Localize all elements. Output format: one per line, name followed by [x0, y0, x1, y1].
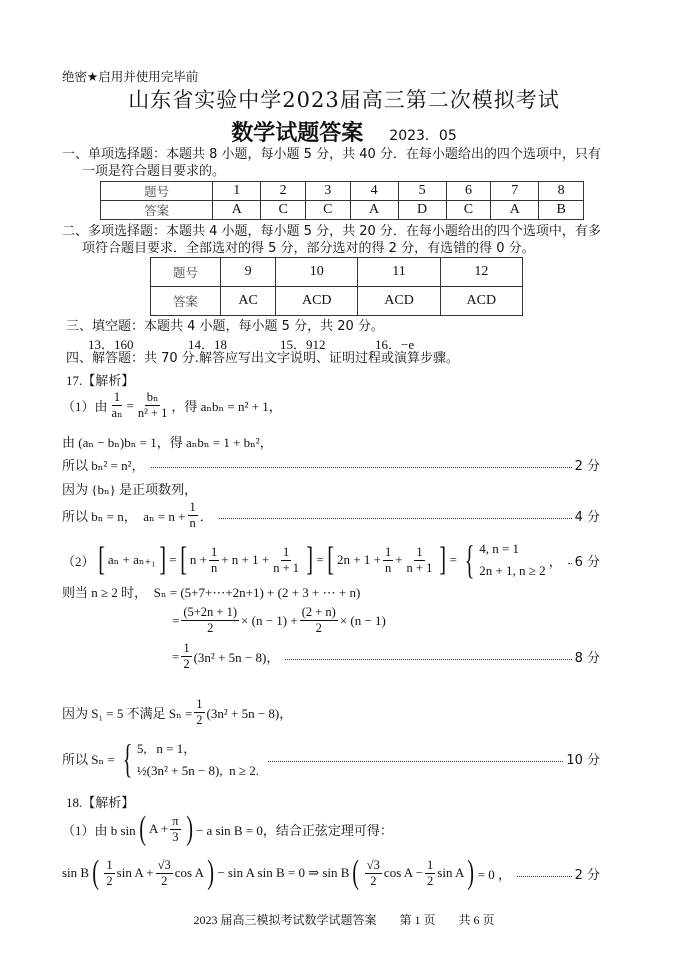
math-text: + — [395, 552, 403, 567]
math-text: ． — [199, 509, 213, 524]
section1-instructions — [62, 146, 642, 180]
math-text: = 0 ， — [477, 866, 512, 882]
answer-cell: C — [261, 201, 306, 220]
fraction — [271, 545, 301, 576]
answer-cell: A — [491, 201, 539, 220]
denominator: 2 — [370, 873, 377, 888]
solution-line — [62, 582, 600, 601]
denominator: n² + 1 — [137, 406, 168, 420]
math-text: (3n² + 5n − 8)， — [193, 650, 280, 665]
math-text: 所以 Sₙ = — [62, 752, 115, 767]
solution-line — [62, 735, 600, 781]
math-text: − a sin B = 0，结合正弦定理可得： — [195, 822, 393, 838]
fraction — [156, 858, 173, 889]
answer-cell: B — [539, 201, 584, 220]
numerator: √3 — [157, 857, 171, 872]
answer-cell: ACD — [276, 287, 358, 316]
math-text: + n + 1 + — [221, 552, 270, 567]
fraction — [425, 858, 435, 889]
numerator: 1 — [189, 500, 196, 514]
bracket: ] — [306, 541, 314, 578]
fraction — [170, 814, 180, 845]
fill-answer-13: 13．160 — [88, 337, 134, 352]
numerator: √3 — [366, 857, 380, 872]
numerator: (5+2n + 1) — [183, 605, 238, 619]
score-label: 2 分 — [574, 867, 600, 883]
row-label: 答案 — [151, 287, 221, 316]
case-row: 5, n = 1， — [136, 741, 197, 756]
numerator: 1 — [196, 697, 203, 711]
math-text: （1）由 — [62, 399, 108, 414]
bracket: ) — [207, 854, 215, 891]
question-number-cell: 11 — [358, 258, 440, 287]
question-number-cell: 6 — [446, 182, 491, 201]
math-text: 所以 bₙ² = n²， — [62, 458, 145, 473]
math-text: = — [169, 552, 177, 567]
piecewise-cases — [460, 537, 546, 582]
math-text: ，得 aₙbₙ = n² + 1， — [171, 399, 282, 414]
solution-line — [172, 641, 600, 672]
math-text: = — [172, 612, 180, 628]
numerator: π — [172, 813, 179, 828]
bracket: [ — [179, 541, 187, 578]
fraction — [365, 858, 382, 889]
math-text: ， — [548, 553, 562, 569]
answer-cell: C — [446, 201, 491, 220]
row-label: 题号 — [151, 258, 221, 287]
denominator: 2 — [196, 713, 203, 727]
solution-line — [62, 537, 600, 582]
denominator: n — [189, 516, 196, 530]
question-number-cell: 2 — [261, 182, 306, 201]
fill-answer-15: 15．912 — [280, 337, 326, 352]
solution-line — [62, 479, 600, 498]
section4-instructions: 四、解答题：共 70 分.解答应写出文字说明、证明过程或演算步骤。 — [66, 351, 459, 366]
multi-choice-answer-table — [150, 257, 523, 316]
table-row-numbers — [101, 182, 584, 201]
denominator: n — [210, 560, 218, 575]
answer-cell: C — [305, 201, 350, 220]
math-text: × (n − 1) — [339, 612, 386, 628]
single-choice-answer-table — [100, 181, 584, 220]
dotted-leader — [517, 876, 572, 877]
numerator: 1 — [106, 857, 113, 872]
math-text: sin B — [62, 865, 90, 880]
denominator: 3 — [172, 829, 179, 844]
math-text: （1）由 b sin — [62, 822, 136, 838]
bracket: ) — [185, 810, 193, 847]
question-number-cell: 10 — [276, 258, 358, 287]
numerator: 1 — [282, 544, 290, 559]
document-subtitle — [0, 116, 688, 147]
page-footer — [0, 911, 688, 928]
table-row-answers — [151, 287, 523, 316]
fraction — [383, 545, 393, 576]
math-text: (3n² + 5n − 8)， — [206, 706, 293, 721]
denominator: n — [384, 560, 392, 575]
denominator: 2 — [427, 873, 434, 888]
math-text: 因为 {bₙ} 是正项数列， — [62, 482, 198, 497]
section3-instructions: 三、填空题：本题共 4 小题，每小题 5 分，共 20 分。 — [66, 319, 384, 334]
exam-title: 山东省实验中学2023届高三第二次模拟考试 — [128, 88, 560, 112]
math-text: = — [172, 648, 180, 664]
fill-answer-14: 14．18 — [188, 337, 228, 352]
fraction — [188, 500, 198, 531]
row-label: 题号 — [101, 182, 213, 201]
footer-title: 2023 届高三模拟考试数学试题答案 — [193, 913, 377, 927]
case-rows — [137, 738, 259, 779]
math-text: sin A + — [116, 865, 154, 880]
footer-page-number: 第 1 页 — [399, 913, 436, 927]
numerator: bₙ — [146, 390, 159, 404]
score-label: 10 分 — [566, 753, 600, 768]
math-text: × (n − 1) + — [241, 612, 298, 628]
case-row: ½(3n² + 5n − 8), n ≥ 2. — [136, 763, 259, 778]
solution-line — [62, 856, 600, 890]
score-label: 4 分 — [574, 510, 600, 525]
denominator: n + 1 — [406, 560, 433, 575]
solution-line — [172, 605, 600, 636]
fill-answer-16: 16．−e — [375, 337, 415, 352]
denominator: 2 — [315, 621, 322, 635]
solution-line — [62, 455, 600, 474]
footer-total-pages: 共 6 页 — [458, 913, 495, 927]
answer-cell: AC — [221, 287, 276, 316]
case-rows — [479, 541, 545, 579]
bracket: ( — [352, 854, 360, 891]
score-label: 8 分 — [574, 651, 600, 666]
piecewise-cases — [118, 735, 259, 781]
denominator: 2 — [183, 657, 190, 671]
dotted-leader — [219, 518, 572, 519]
case-row: 2n + 1, n ≥ 2 — [479, 563, 546, 578]
math-text: A + — [149, 821, 169, 836]
denominator: aₙ — [111, 406, 123, 420]
math-text: cos A − — [383, 865, 424, 880]
answer-cell: A — [213, 201, 261, 220]
math-text: 18.【解析】 — [66, 795, 135, 810]
dotted-leader — [268, 761, 563, 762]
table-row-answers — [101, 201, 584, 220]
table-row-numbers — [151, 258, 523, 287]
case-row: 4, n = 1 — [479, 541, 520, 556]
row-label: 答案 — [101, 201, 213, 220]
answer-cell: ACD — [358, 287, 440, 316]
bracket: ) — [467, 854, 475, 891]
brace: { — [122, 735, 133, 781]
answer-cell: A — [350, 201, 398, 220]
dotted-leader — [285, 659, 571, 660]
confidential-notice: 绝密★启用并使用完毕前 — [62, 69, 199, 84]
fraction — [181, 641, 191, 672]
solution-line — [66, 792, 600, 811]
math-text: = — [449, 552, 458, 567]
section2-instructions — [62, 223, 642, 257]
question-number-cell: 9 — [221, 258, 276, 287]
math-text: − sin A sin B = 0 ⇒ sin B — [217, 865, 350, 880]
section1-text2: 一项是符合题目要求的。 — [82, 164, 226, 179]
question-number-cell: 7 — [491, 182, 539, 201]
math-text: 由 (aₙ − bₙ)bₙ = 1，得 aₙbₙ = 1 + bₙ²， — [62, 435, 273, 450]
math-text: 2n + 1 + — [337, 552, 381, 567]
answer-cell: ACD — [440, 287, 522, 316]
section1-text1: 一、单项选择题：本题共 8 小题，每小题 5 分，共 40 分．在每小题给出的四个选项中，只有 — [62, 147, 601, 162]
denominator: 2 — [106, 873, 113, 888]
brace: { — [464, 537, 475, 582]
math-text: n + — [189, 552, 207, 567]
fraction — [110, 390, 125, 421]
math-text: aₙ + aₙ₊₁ — [107, 552, 156, 567]
score-label: 2 分 — [574, 459, 600, 474]
answer-cell: D — [398, 201, 446, 220]
denominator: 2 — [161, 873, 168, 888]
bracket: ] — [439, 541, 447, 578]
math-text: cos A — [174, 865, 205, 880]
math-text: 17.【解析】 — [66, 373, 135, 388]
dotted-leader — [151, 467, 572, 468]
numerator: 1 — [210, 544, 218, 559]
fraction — [194, 697, 204, 728]
question-number-cell: 8 — [539, 182, 584, 201]
numerator: 1 — [183, 641, 190, 655]
math-text: 因为 S₁ = 5 不满足 Sₙ = — [62, 706, 193, 721]
subtitle-text: 数学试题答案 — [231, 121, 364, 146]
bracket: ( — [138, 810, 146, 847]
denominator: 2 — [207, 621, 214, 635]
math-text: = — [316, 552, 324, 567]
math-text: （2） — [62, 553, 95, 569]
bracket: [ — [97, 541, 105, 578]
math-text: 则当 n ≥ 2 时， Sₙ = (5+7+⋯+2n+1) + (2 + 3 + ⋯ + n) — [62, 585, 361, 600]
math-text: = — [126, 397, 134, 413]
section2-text2: 项符合题目要求．全部选对的得 5 分，部分选对的得 2 分，有选错的得 0 分。 — [82, 241, 535, 256]
solution-line — [62, 500, 600, 531]
question-number-cell: 12 — [440, 258, 522, 287]
section2-text1: 二、多项选择题：本题共 4 小题，每小题 5 分，共 20 分．在每小题给出的四个选项中，有多 — [62, 224, 601, 239]
numerator: 1 — [113, 390, 121, 404]
exam-date: 2023．05 — [389, 128, 457, 144]
question-number-cell: 3 — [305, 182, 350, 201]
fraction — [405, 545, 435, 576]
solution-line — [62, 390, 600, 421]
denominator: n + 1 — [273, 560, 300, 575]
bracket: ] — [159, 541, 166, 578]
fraction — [300, 605, 338, 636]
fraction — [209, 545, 219, 576]
fraction — [104, 858, 114, 889]
numerator: (2 + n) — [301, 605, 336, 619]
solution-line — [66, 370, 600, 389]
numerator: 1 — [427, 857, 434, 872]
fraction — [181, 605, 239, 636]
solution-line — [62, 432, 600, 451]
numerator: 1 — [384, 544, 392, 559]
dotted-leader — [568, 563, 572, 564]
question-number-cell: 4 — [350, 182, 398, 201]
question-number-cell: 1 — [213, 182, 261, 201]
fraction — [136, 390, 170, 421]
solution-line — [62, 812, 600, 846]
solution-line — [62, 697, 600, 728]
bracket: ( — [92, 854, 100, 891]
numerator: 1 — [416, 544, 423, 559]
bracket: [ — [326, 541, 334, 578]
math-text: sin A — [437, 865, 465, 880]
question-number-cell: 5 — [398, 182, 446, 201]
score-label: 6 分 — [574, 554, 600, 570]
math-text: 所以 bₙ = n， aₙ = n + — [62, 509, 186, 524]
